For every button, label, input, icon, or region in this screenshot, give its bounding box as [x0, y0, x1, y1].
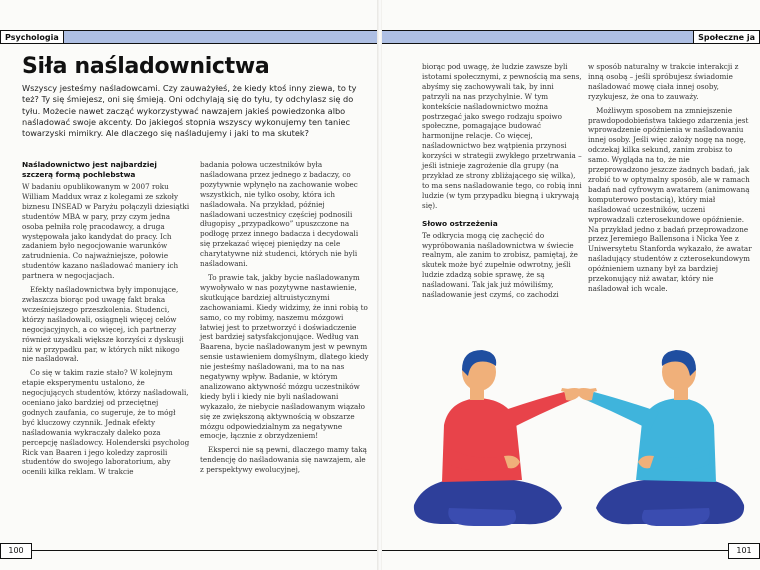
- right-figure: [561, 350, 744, 526]
- page-number: 101: [728, 543, 760, 559]
- paragraph: W badaniu opublikowanym w 2007 roku William Maddux wraz z kolegami ze szkoły biznesu INSEAD w Paryżu połączyli dziesiątki studentów MBA w pary, przy czym jedna osoba pełniła rolę pracodawcy, a druga występowała jako kandydat do pracy. Ich zadaniem było negocjowanie warunków zatrudnienia. Co najważniejsze, połowie studentów kazano naśladować maniery ich partnera w negocjacjach.: [22, 182, 190, 281]
- footer-rule: [382, 550, 728, 551]
- paragraph: Efekty naśladownictwa były imponujące, zwłaszcza biorąc pod uwagę fakt braka wcześniejszego przeszkolenia. Studenci, którzy naśladowali, osiągnęli więcej celów negocjacyjnych, a co więcej, ich partnerzy również uzyskali większe korzyści z dyskusji niż w przypadku par, w których nikt nikogo nie naśladował.: [22, 285, 184, 364]
- footer-rule: [30, 550, 378, 551]
- right-column-1: [422, 62, 582, 304]
- right-page: [382, 0, 760, 570]
- subheading: Słowo ostrzeżenia: [422, 218, 498, 228]
- right-column-2: [588, 62, 752, 298]
- header-band: [64, 30, 378, 44]
- paragraph: Te odkrycia mogą cię zachęcić do wypróbowania naśladownictwa w świecie realnym, ale zanim to zrobisz, pamiętaj, że skutek może być zupełnie odwrotny, jeśli ludzie zdadzą sobie sprawę, że są naśladowani. Tak jak już mówiliśmy, naśladowanie jest czymś, co zachodzi: [422, 230, 578, 300]
- paragraph: To prawie tak, jakby bycie naśladowanym wywoływało w nas pozytywne nastawienie, skutkujące bardziej altruistycznymi zachowaniami. Kiedy widzimy, że inni robią to samo, co my robimy, naszemu mózgowi łatwiej jest to przetworzyć i doświadczenie jest bardziej satysfakcjonujące. Według van Baarena, bycie naśladowanym jest w pewnym sensie ustawieniem domyślnym, dlatego kiedy nie jesteśmy naśladowani, ma to na nas negatywny wpływ. Badanie, w którym analizowano aktywność mózgu uczestników kiedy byli i kiedy nie byli naśladowani wykazało, że niebycie naśladowanym wiązało się ze zwiększoną aktywnością w obszarze mózgu odpowiedzialnym za negatywne emocje, łącznie z obrzydzeniem!: [200, 272, 369, 441]
- page-number: 100: [0, 543, 32, 559]
- subheading: Naśladownictwo jest najbardziej szczerą formą pochlebstwa: [22, 160, 157, 179]
- left-header-bar: [0, 30, 378, 44]
- left-column-1: [22, 160, 190, 481]
- paragraph: Co się w takim razie stało? W kolejnym etapie eksperymentu ustalono, że negocjujących studentów, którzy naśladowali, oceniano jako bardziej od przeciętnej godnych zaufania, co sugeruje, że to mógł być kluczowy czynnik. Jednak efekty naśladowania wykraczały daleko poza percepcję naśladowcy. Holenderski psycholog Rick van Baaren i jego koledzy zaprosili studentów do swojego laboratorium, aby ocenili kilka reklam. W trakcie: [22, 368, 190, 477]
- left-figure: [414, 350, 597, 526]
- paragraph: Możliwym sposobem na zmniejszenie prawdopodobieństwa takiego zdarzenia jest wprowadzenie opóźnienia w naśladowaniu innej osoby. Jeśli więc założy nogę na nogę, odczekaj kilka sekund, zanim zrobisz to samo. Wygląda na to, że nie przeprowadzono jeszcze żadnych badań, jak zrobić to w optymalny sposób, ale w ramach badań nad cyfrowym awatarem (animowaną komputerowo postacią), który miał naśladować uczestników, uczeni wprowadzali czterosekundowe opóźnienie. Na przykład jedno z badań przeprowadzone przez Jeremiego Ballensona i Nicka Yee z Uniwersytetu Stanforda wykazało, że awatar naśladujący studentów z czterosekundowym opóźnieniem uznany był za bardziej przekonujący niż awatar, który nie naśladował ich wcale.: [588, 105, 752, 293]
- paragraph: Eksperci nie są pewni, dlaczego mamy taką tendencję do naśladowania się nawzajem, ale z perspektywy ewolucyjnej,: [200, 445, 367, 475]
- paragraph: badania połowa uczestników była naśladowana przez jednego z badaczy, co pozytywnie wpłynęło na zachowanie wobec wszystkich, nie tylko osoby, która ich naśladowała. Na przykład, później naśladowani uczestnicy częściej podnosili długopisy „przypadkowo” upuszczone na podłogę przez innego badacza i decydowali się przekazać więcej pieniędzy na cele charytatywne niż studenci, których nie byli naśladowani.: [200, 160, 359, 269]
- right-header-bar: [382, 30, 760, 44]
- paragraph: w sposób naturalny w trakcie interakcji z inną osobą – jeśli spróbujesz świadomie naśladować mowę ciała innej osoby, ryzykujesz, że ona to zauważy.: [588, 62, 739, 101]
- section-label: Społeczne ja: [693, 30, 760, 44]
- section-label: Psychologia: [0, 30, 64, 44]
- left-page: [0, 0, 378, 570]
- page-title: Siła naśladownictwa: [22, 54, 270, 79]
- left-column-2: [200, 160, 370, 479]
- mirroring-illustration: [404, 330, 754, 530]
- paragraph: biorąc pod uwagę, że ludzie zawsze byli istotami społecznymi, z pewnością ma sens, abyśmy się zachowywali tak, by inni patrzyli na nas przychylnie. W tym kontekście naśladownictwo można postrzegać jako swego rodzaju spoiwo społeczne, pomagające budować harmonijne relacje. Co więcej, naśladownictwo bez wątpienia przynosi korzyści w strategii zwykłego przetrwania – jeśli istnieje zagrożenie dla grupy (na przykład ze strony zbliżającego się wilka), to ma sens naśladowanie tego, co robią inni ludzie (w tym przypadku biegną i ukrywają się).: [422, 62, 582, 210]
- lead-paragraph: Wszyscy jesteśmy naśladowcami. Czy zauważyłeś, że kiedy ktoś inny ziewa, to ty też? Ty się śmiejesz, oni się śmieją. Oni odchylają się do tyłu, ty odchylasz się do tyłu. Możecie nawet zacząć wykorzystywać nawzajem jakieś powiedzonka albo naśladować swoje akcenty. Do jakiegoś stopnia wszyscy wykonujemy ten taniec towarzyski mimikry. Ale dlaczego się naśladujemy i jaki to ma skutek?: [22, 83, 357, 139]
- header-band: [382, 30, 693, 44]
